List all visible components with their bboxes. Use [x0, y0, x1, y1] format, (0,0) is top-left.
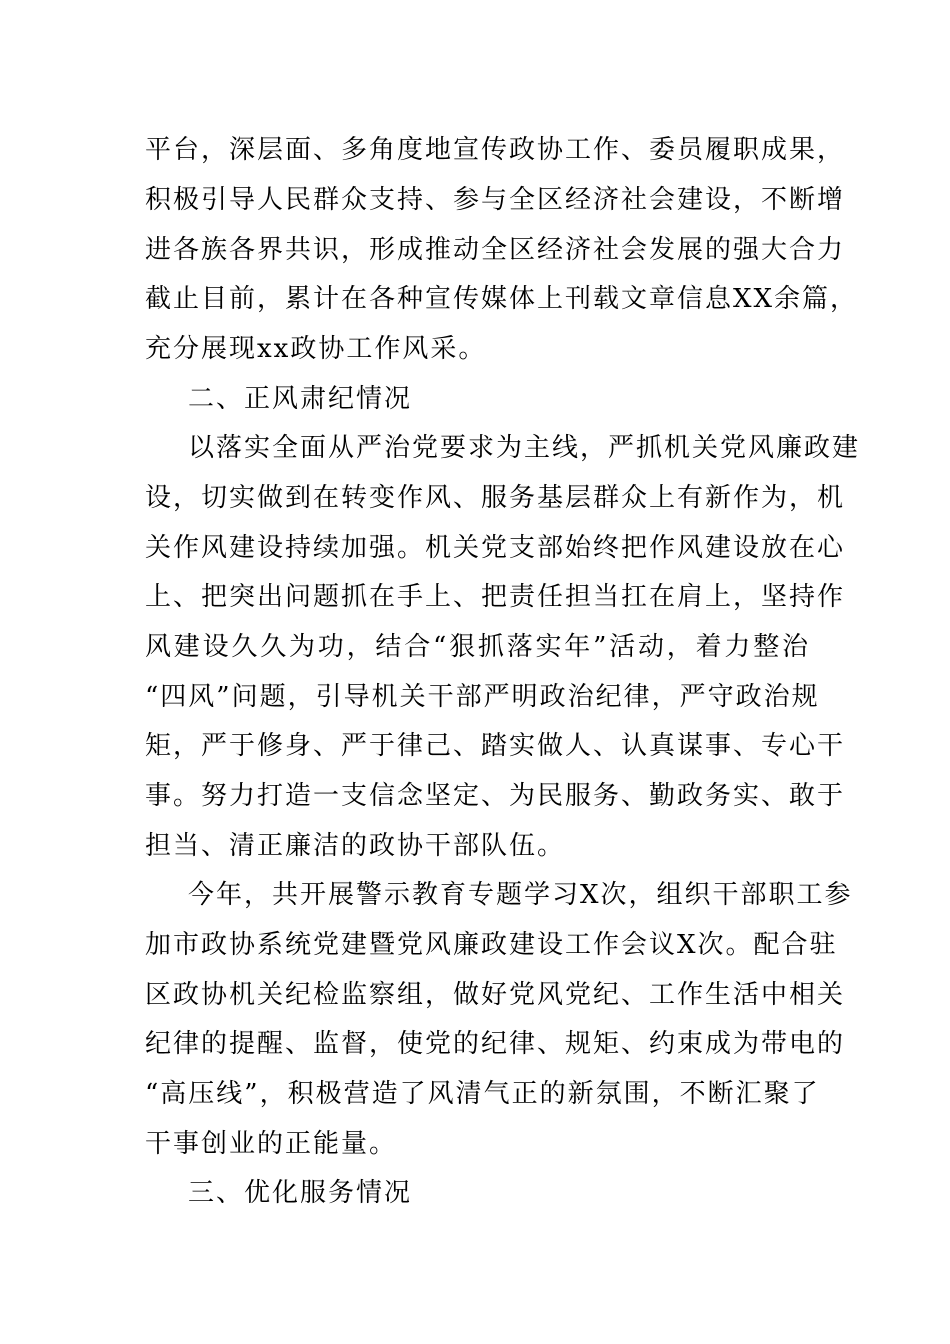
body-text-line: 关作风建设持续加强。机关党支部始终把作风建设放在心: [145, 533, 846, 563]
body-text-line: 平台，深层面、多角度地宣传政协工作、委员履职成果，: [145, 135, 846, 165]
body-text-line: 以落实全面从严治党要求为主线，严抓机关党风廉政建: [188, 433, 861, 463]
body-text-line: “高压线”，积极营造了风清气正的新氛围，不断汇聚了: [145, 1079, 820, 1109]
section-heading-2: 二、正风肃纪情况: [188, 384, 413, 414]
body-text-line: 事。努力打造一支信念坚定、为民服务、勤政务实、敢于: [145, 781, 846, 811]
body-text-line: 今年，共开展警示教育专题学习X次，组织干部职工参: [188, 880, 853, 910]
body-text-line: 干事创业的正能量。: [145, 1129, 398, 1159]
body-text-line: 纪律的提醒、监督，使党的纪律、规矩、约束成为带电的: [145, 1029, 846, 1059]
body-text-line: “四风”问题，引导机关干部严明政治纪律，严守政治规: [145, 682, 820, 712]
body-text-line: 设，切实做到在转变作风、服务基层群众上有新作为，机: [145, 483, 846, 513]
body-text-line: 矩，严于修身、严于律己、踏实做人、认真谋事、专心干: [145, 731, 846, 761]
section-heading-3: 三、优化服务情况: [188, 1178, 413, 1208]
body-text-line: 充分展现xx政协工作风采。: [145, 334, 487, 364]
body-text-line: 积极引导人民群众支持、参与全区经济社会建设，不断增: [145, 185, 846, 215]
body-text-line: 区政协机关纪检监察组，做好党风党纪、工作生活中相关: [145, 980, 846, 1010]
body-text-line: 风建设久久为功，结合“狠抓落实年”活动，着力整治: [145, 632, 810, 662]
body-text-line: 进各族各界共识，形成推动全区经济社会发展的强大合力: [145, 235, 846, 265]
body-text-line: 截止目前，累计在各种宣传媒体上刊载文章信息XX余篇，: [145, 284, 859, 314]
body-text-line: 加市政协系统党建暨党风廉政建设工作会议X次。配合驻: [145, 930, 838, 960]
body-text-line: 上、把突出问题抓在手上、把责任担当扛在肩上，坚持作: [145, 582, 846, 612]
body-text-line: 担当、清正廉洁的政协干部队伍。: [145, 831, 566, 861]
